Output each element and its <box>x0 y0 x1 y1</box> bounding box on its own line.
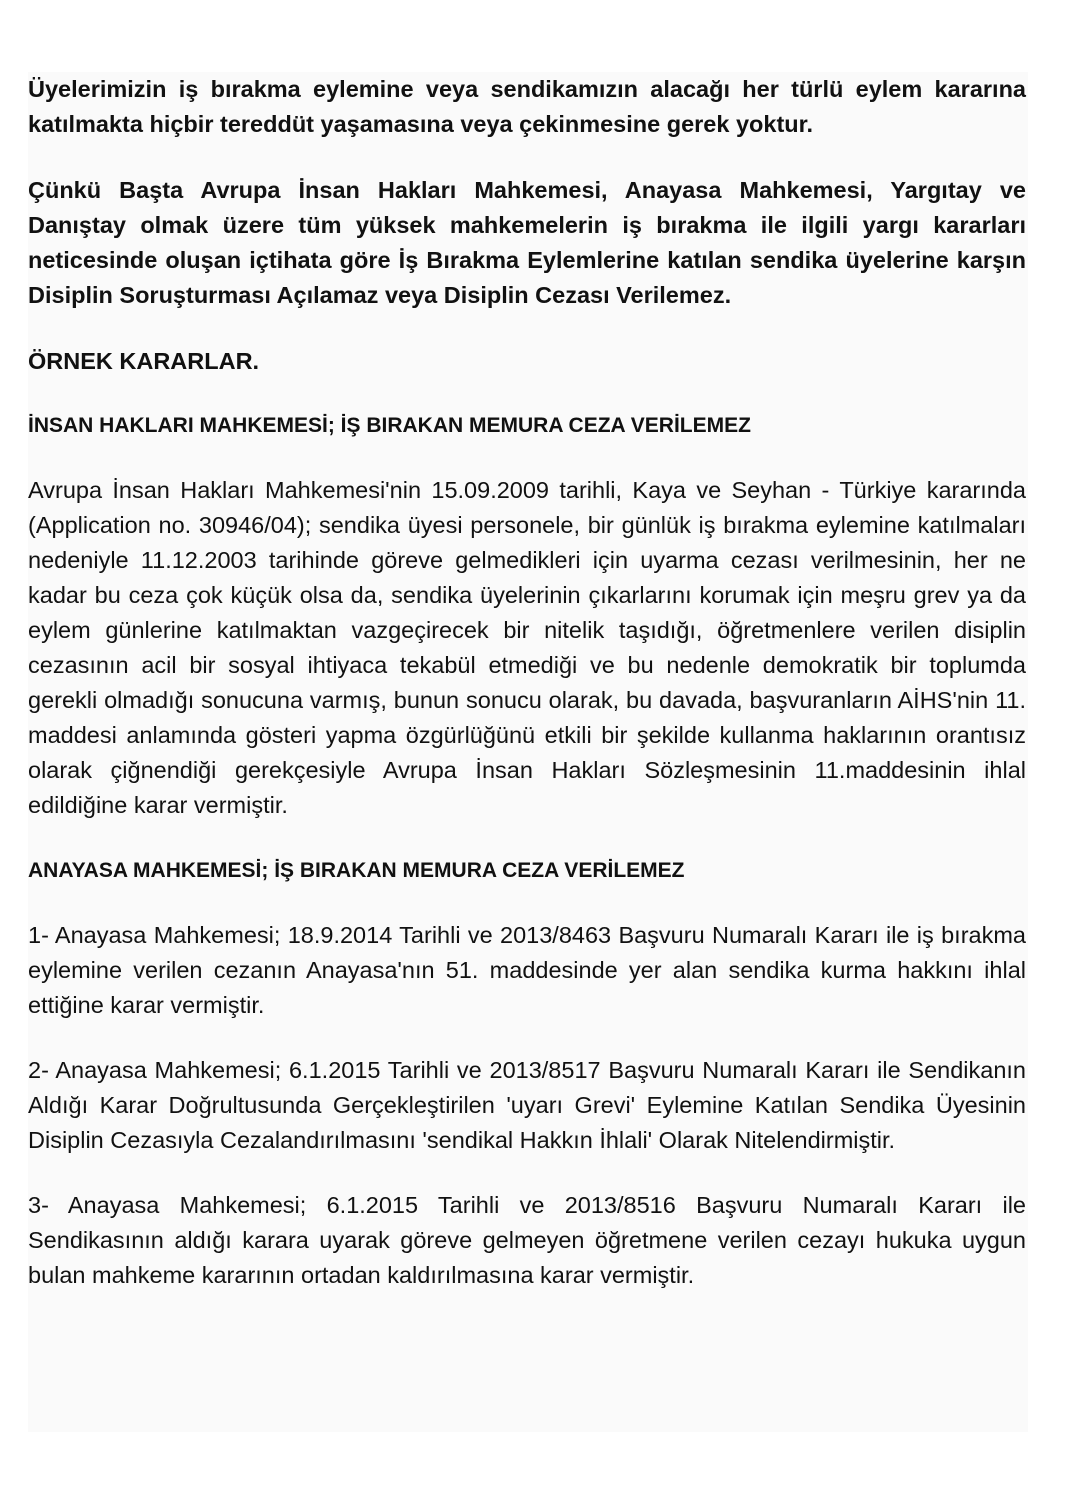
intro-paragraph-2: Çünkü Başta Avrupa İnsan Hakları Mahkemesi, Anayasa Mahkemesi, Yargıtay ve Danıştay olmak üzere tüm yüksek mahkemelerin iş bırakma ile ilgili yargı kararları neticesinde oluşan içtihata göre İş Bırakma Eylemlerine katılan sendika üyelerine karşın Disiplin Soruşturması Açılamaz veya Disiplin Cezası Verilemez. <box>28 177 1026 308</box>
intro-paragraph-1: Üyelerimizin iş bırakma eylemine veya sendikamızın alacağı her türlü eylem kararına katılmakta hiçbir tereddüt yaşamasına veya çekinmesine gerek yoktur. <box>28 76 1026 137</box>
constitutional-item-2: 2- Anayasa Mahkemesi; 6.1.2015 Tarihli ve 2013/8517 Başvuru Numaralı Kararı ile Sendikanın Aldığı Karar Doğrultusunda Gerçekleştirilen 'uyarı Grevi' Eylemine Katılan Sendika Üyesinin Disiplin Cezasıyla Cezalandırılmasını 'sendikal Hakkın İhlali' Olarak Nitelendirmiştir. <box>28 1057 1026 1153</box>
examples-heading: ÖRNEK KARARLAR. <box>28 348 260 374</box>
document-body <box>28 72 1026 1293</box>
echr-heading: İNSAN HAKLARI MAHKEMESİ; İŞ BIRAKAN MEMURA CEZA VERİLEMEZ <box>28 414 751 437</box>
constitutional-item-1: 1- Anayasa Mahkemesi; 18.9.2014 Tarihli ve 2013/8463 Başvuru Numaralı Kararı ile iş bırakma eylemine verilen cezanın Anayasa'nın 51. maddesinde yer alan sendika kurma hakkını ihlal ettiğine karar vermiştir. <box>28 922 1026 1018</box>
constitutional-heading: ANAYASA MAHKEMESİ; İŞ BIRAKAN MEMURA CEZA VERİLEMEZ <box>28 859 685 882</box>
echr-paragraph: Avrupa İnsan Hakları Mahkemesi'nin 15.09.2009 tarihli, Kaya ve Seyhan - Türkiye kararında (Application no. 30946/04); sendika üyesi personele, bir günlük iş bırakma eylemine katılmaları nedeniyle 11.12.2003 tarihinde göreve gelmedikleri için uyarma cezası verilmesinin, her ne kadar bu ceza çok küçük olsa da, sendika üyelerinin çıkarlarını korumak için meşru grev ya da eylem günlerine katılmaktan vazgeçirecek bir nitelik taşıdığı, öğretmenlere verilen disiplin cezasının acil bir sosyal ihtiyaca tekabül etmediği ve bu nedenle demokratik bir toplumda gerekli olmadığı sonucuna varmış, bunun sonucu olarak, bu davada, başvuranların AİHS'nin 11. maddesi anlamında gösteri yapma özgürlüğünü etkili bir şekilde kullanma haklarının orantısız olarak çiğnendiği gerekçesiyle Avrupa İnsan Hakları Sözleşmesinin 11.maddesinin ihlal edildiğine karar vermiştir. <box>28 477 1026 818</box>
constitutional-item-3: 3- Anayasa Mahkemesi; 6.1.2015 Tarihli ve 2013/8516 Başvuru Numaralı Kararı ile Sendikasının aldığı karara uyarak göreve gelmeyen öğretmene verilen cezayı hukuka uygun bulan mahkeme kararının ortadan kaldırılmasına karar vermiştir. <box>28 1192 1026 1288</box>
